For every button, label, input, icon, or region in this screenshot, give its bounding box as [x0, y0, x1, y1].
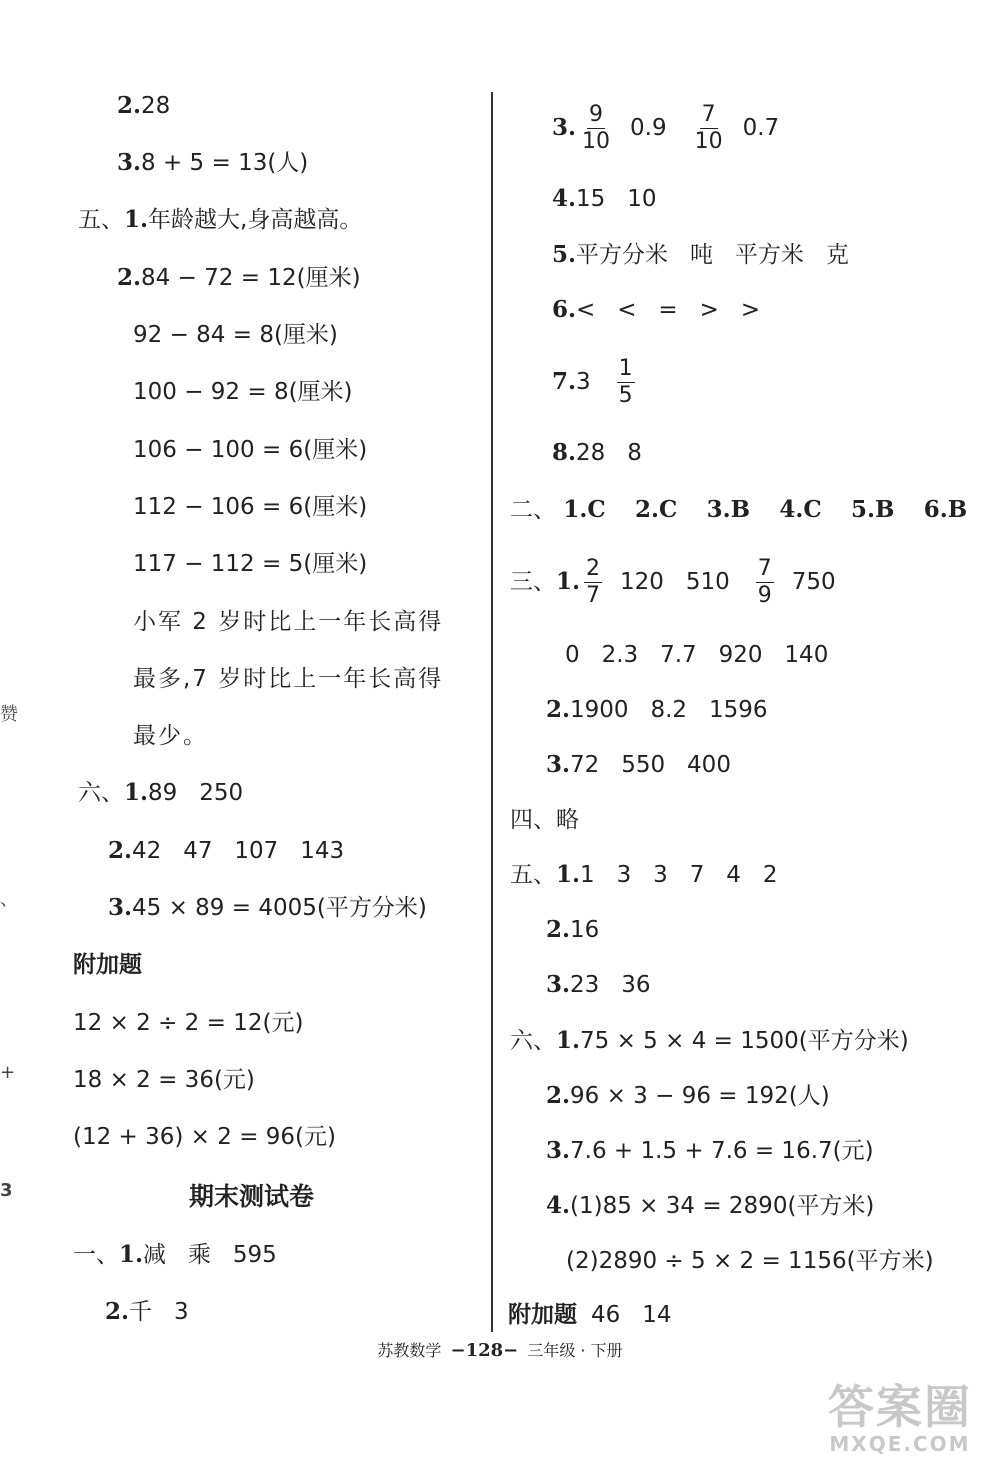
answer-line: 117 − 112 = 5(厘米)	[133, 551, 368, 577]
answer-line: 3.8 + 5 = 13(人)	[117, 149, 309, 176]
edge-fragment: 赞	[0, 704, 18, 725]
answer-line: 2.千 3	[105, 1298, 189, 1325]
footer-grade: 三年级 · 下册	[527, 1341, 623, 1360]
fraction: $\frac{7}{10}$	[694, 101, 723, 154]
section-line: 六、1.75 × 5 × 4 = 1500(平方分米)	[510, 1027, 909, 1054]
edge-fragment: 3	[0, 1180, 13, 1201]
answer-line: 6.< < = > >	[552, 296, 761, 323]
answer-line: 100 − 92 = 8(厘米)	[133, 379, 353, 405]
answer-line: 4.15 10	[552, 185, 657, 212]
answer-line: 2.16	[546, 916, 600, 943]
answer-line: 7. 3 $\frac{1}{5}$	[552, 355, 633, 408]
section-line: 四、略	[510, 807, 579, 833]
section-line: 二、 1.C 2.C 3.B 4.C 5.B 6.B	[510, 496, 968, 523]
answer-line: 106 − 100 = 6(厘米)	[133, 437, 368, 463]
answer-line: 4.(1)85 × 34 = 2890(平方米)	[546, 1192, 875, 1219]
fraction: $\frac{2}{7}$	[586, 555, 601, 608]
section-line: 三、 1. $\frac{2}{7}$ 120 510 $\frac{7}{9}$ 750	[510, 555, 836, 608]
answer-line: 92 − 84 = 8(厘米)	[133, 322, 338, 348]
answer-text: 小军 2 岁时比上一年长高得	[133, 609, 444, 635]
answer-line: 2.1900 8.2 1596	[546, 696, 768, 723]
edge-fragment: 、	[0, 889, 18, 910]
section-line: 五、1.1 3 3 7 4 2	[510, 861, 778, 888]
answer-line: 112 − 106 = 6(厘米)	[133, 494, 368, 520]
watermark-url: MXQE.COM	[829, 1432, 971, 1456]
answer-line: 3.7.6 + 1.5 + 7.6 = 16.7(元)	[546, 1137, 874, 1164]
answer-line: 2.42 47 107 143	[108, 837, 345, 864]
answer-line: 8.28 8	[552, 439, 642, 466]
answer-line: 12 × 2 ÷ 2 = 12(元)	[73, 1010, 304, 1036]
answer-line: 5.平方分米 吨 平方米 克	[552, 241, 849, 268]
edge-fragment: +	[0, 1062, 16, 1083]
answer-line: 2.96 × 3 − 96 = 192(人)	[546, 1082, 830, 1109]
answer-line: 0 2.3 7.7 920 140	[565, 642, 829, 668]
answer-line: 3.45 × 89 = 4005(平方分米)	[108, 894, 427, 921]
answer-line: 3.23 36	[546, 971, 651, 998]
page-number: −128−	[450, 1340, 519, 1361]
column-divider	[491, 92, 493, 1332]
footer-subject: 苏教数学	[377, 1341, 442, 1360]
answer-line: (2)2890 ÷ 5 × 2 = 1156(平方米)	[566, 1248, 934, 1274]
page-footer	[0, 1338, 1000, 1361]
answer-text: 最少。	[133, 723, 208, 749]
answer-line: 3.72 550 400	[546, 751, 731, 778]
answer-line: 2.84 − 72 = 12(厘米)	[117, 264, 361, 291]
fraction: $\frac{9}{10}$	[582, 101, 611, 154]
answer-line: 2.28	[117, 92, 171, 119]
section-line: 一、1.减 乘 595	[73, 1241, 277, 1268]
answer-text: 最多,7 岁时比上一年长高得	[133, 666, 444, 692]
section-line: 六、1.89 250	[78, 779, 244, 806]
section-title: 期末测试卷	[189, 1182, 315, 1211]
watermark-logo	[815, 1382, 985, 1462]
fraction: $\frac{1}{5}$	[618, 355, 633, 408]
fraction: $\frac{7}{9}$	[757, 555, 772, 608]
section-line: 五、1.年龄越大,身高越高。	[78, 206, 363, 233]
answer-line: 18 × 2 = 36(元)	[73, 1067, 255, 1093]
answer-line: 3. $\frac{9}{10}$ 0.9 $\frac{7}{10}$ 0.7	[552, 101, 780, 154]
watermark-text: 答案圈	[828, 1380, 972, 1434]
section-line: 附加题 46 14	[508, 1302, 672, 1328]
bonus-heading: 附加题	[73, 952, 142, 978]
answer-line: (12 + 36) × 2 = 96(元)	[73, 1124, 337, 1150]
